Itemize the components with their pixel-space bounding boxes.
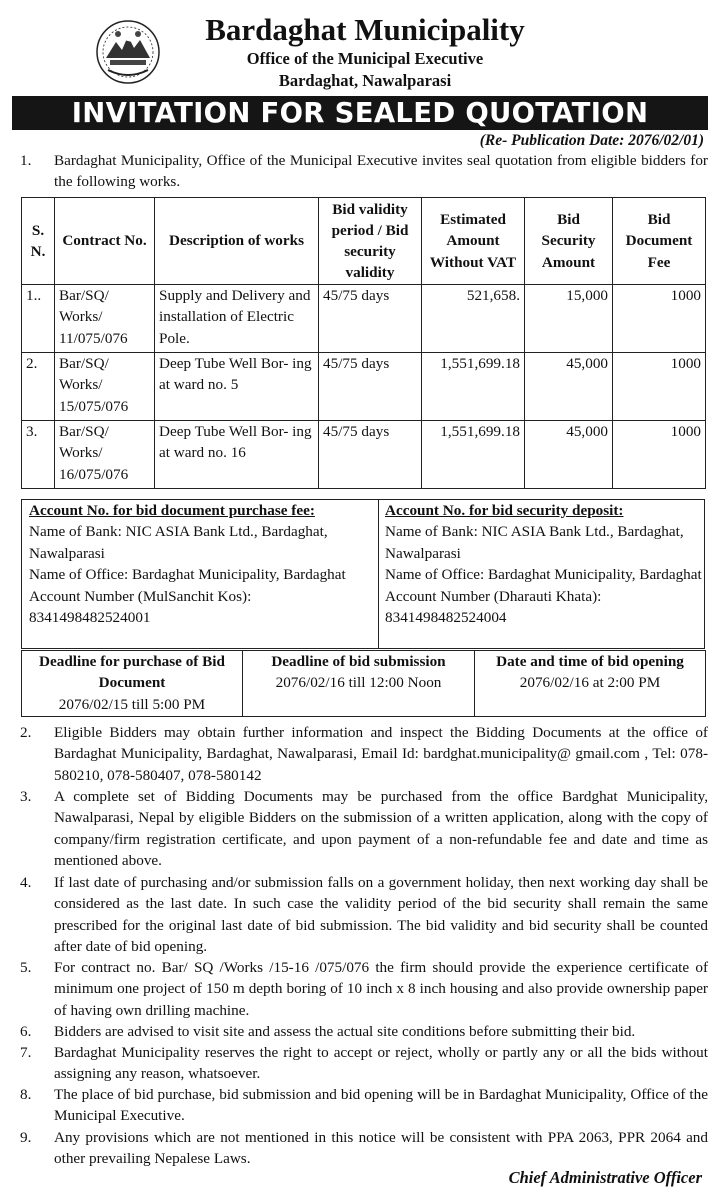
works-table (21, 197, 706, 489)
list-item-number: 4. (20, 874, 32, 891)
works-table-header (22, 198, 706, 285)
list-item-text: Bidders are advised to visit site and assess the actual site conditions before submitting their bid. (54, 1023, 636, 1040)
header-fee: Bid Document Fee (613, 198, 706, 285)
cell-validity: 45/75 days (319, 353, 422, 421)
municipality-title: Bardaghat Municipality (205, 12, 525, 47)
list-item (20, 1127, 708, 1170)
deadline-value: 2076/02/16 till 12:00 Noon (275, 674, 442, 692)
cell-estimate: 1,551,699.18 (422, 353, 525, 421)
list-item-number: 9. (20, 1129, 32, 1146)
cell-estimate: 1,551,699.18 (422, 421, 525, 489)
purchase-office-name: Name of Office: Bardaghat Municipality, Bardaghat (29, 566, 346, 584)
office-location: Bardaghat, Nawalparasi (278, 71, 452, 90)
table-row (22, 353, 706, 421)
header-security: Bid Security Amount (525, 198, 613, 285)
list-item (20, 722, 708, 786)
deadline-opening (475, 651, 706, 717)
deadline-value: 2076/02/15 till 5:00 PM (58, 695, 206, 713)
list-item (20, 872, 708, 958)
cell-validity: 45/75 days (319, 285, 422, 353)
list-item-text: The place of bid purchase, bid submission and bid opening will be in Bardaghat Municipality, Office of the Municipal Executive. (54, 1086, 708, 1125)
security-office-name: Name of Office: Bardaghat Municipality, Bardaghat (385, 566, 702, 584)
list-item-number: 3. (20, 788, 32, 805)
cell-security: 15,000 (525, 285, 613, 353)
notice-banner: INVITATION FOR SEALED QUOTATION (12, 96, 708, 130)
notice-header (0, 0, 720, 96)
cell-description: Deep Tube Well Bor- ing at ward no. 16 (155, 421, 319, 489)
list-item (20, 1042, 708, 1085)
cell-sn: 1.. (22, 285, 55, 353)
deadline-value: 2076/02/16 at 2:00 PM (519, 674, 661, 692)
cell-sn: 2. (22, 353, 55, 421)
list-item-text: Eligible Bidders may obtain further information and inspect the Bidding Documents at the office of Bardaghat Municipality, Bardaghat, Nawalparasi, Email Id: bardghat.municipality@ gmail.com , Tel: 078-580210, 078-580407, 078-580142 (54, 724, 708, 784)
cell-contract: Bar/SQ/ Works/ 11/075/076 (55, 285, 155, 353)
security-deposit-account (385, 500, 705, 628)
deadline-heading: Deadline of bid submission (271, 653, 446, 670)
list-item (20, 1021, 708, 1042)
purchase-fee-account (29, 500, 379, 628)
table-row (22, 421, 706, 489)
purchase-bank-name: Name of Bank: NIC ASIA Bank Ltd., Bardaghat, Nawalparasi (29, 523, 328, 562)
purchase-account-label: Account Number (MulSanchit Kos): (29, 587, 252, 605)
deadline-purchase (22, 651, 243, 717)
security-account-heading: Account No. for bid security deposit: (385, 502, 624, 519)
cell-description: Supply and Delivery and installation of Electric Pole. (155, 285, 319, 353)
cell-fee: 1000 (613, 285, 706, 353)
cell-fee: 1000 (613, 353, 706, 421)
list-item-number: 6. (20, 1023, 32, 1040)
header-validity: Bid validity period / Bid security validity (319, 198, 422, 285)
deadline-heading: Date and time of bid opening (496, 653, 684, 670)
account-details-box (21, 499, 705, 649)
municipality-emblem-icon (94, 18, 162, 86)
cell-sn: 3. (22, 421, 55, 489)
deadline-heading: Deadline for purchase of Bid Document (39, 653, 225, 692)
list-item-text: If last date of purchasing and/or submission falls on a government holiday, then next working day shall be considered as the last date. In such case the validity period of the bid security shall remain the same prescribed for the original last date of bid submission. The bid validity and bid security shall be counted after date of bid opening. (54, 874, 708, 956)
signature: Chief Administrative Officer (508, 1168, 702, 1187)
cell-security: 45,000 (525, 353, 613, 421)
list-item-text: Bardaghat Municipality reserves the right to accept or reject, wholly or partly any or all the bids without assigning any reason, whatsoever. (54, 1044, 708, 1083)
cell-security: 45,000 (525, 421, 613, 489)
list-item-text: For contract no. Bar/ SQ /Works /15-16 /075/076 the firm should provide the experience certificate of minimum one project of 150 m depth boring of 10 inch x 8 inch housing and also provide ownership paper of having own drilling machine. (54, 959, 708, 1019)
republication-date: (Re- Publication Date: 2076/02/01) (479, 132, 704, 149)
intro-number: 1. (20, 152, 32, 169)
list-item-number: 2. (20, 724, 32, 741)
header-sn: S. N. (22, 198, 55, 285)
cell-validity: 45/75 days (319, 421, 422, 489)
list-item-text: A complete set of Bidding Documents may be purchased from the office Bardghat Municipality, Nawalparasi, Nepal by eligible Bidders on the submission of a written application, along with the copy of company/firm registration certificate, and upon payment of a non-refundable fee and date and time as mentioned above. (54, 788, 708, 870)
cell-contract: Bar/SQ/ Works/ 16/075/076 (55, 421, 155, 489)
security-account-label: Account Number (Dharauti Khata): (385, 587, 602, 605)
cell-description: Deep Tube Well Bor- ing at ward no. 5 (155, 353, 319, 421)
security-bank-name: Name of Bank: NIC ASIA Bank Ltd., Bardaghat, Nawalparasi (385, 523, 684, 562)
purchase-account-number: 8341498482524001 (29, 609, 151, 627)
header-contract: Contract No. (55, 198, 155, 285)
header-description: Description of works (155, 198, 319, 285)
table-row (22, 285, 706, 353)
intro-paragraph (20, 150, 708, 193)
cell-fee: 1000 (613, 421, 706, 489)
list-item-number: 8. (20, 1086, 32, 1103)
list-item-number: 7. (20, 1044, 32, 1061)
office-name: Office of the Municipal Executive (246, 49, 484, 68)
security-account-number: 8341498482524004 (385, 609, 507, 627)
intro-text: Bardaghat Municipality, Office of the Municipal Executive invites seal quotation from eligible bidders for the following works. (54, 152, 708, 191)
list-item (20, 1084, 708, 1127)
list-item (20, 957, 708, 1021)
deadlines-table (21, 650, 706, 717)
list-item-text: Any provisions which are not mentioned in this notice will be consistent with PPA 2063, PPR 2064 and other prevailing Nepalese Laws. (54, 1129, 708, 1168)
cell-contract: Bar/SQ/ Works/ 15/075/076 (55, 353, 155, 421)
header-estimate: Estimated Amount Without VAT (422, 198, 525, 285)
purchase-account-heading: Account No. for bid document purchase fee: (29, 502, 315, 519)
list-item-number: 5. (20, 959, 32, 976)
deadline-submission (243, 651, 475, 717)
cell-estimate: 521,658. (422, 285, 525, 353)
list-item (20, 786, 708, 872)
